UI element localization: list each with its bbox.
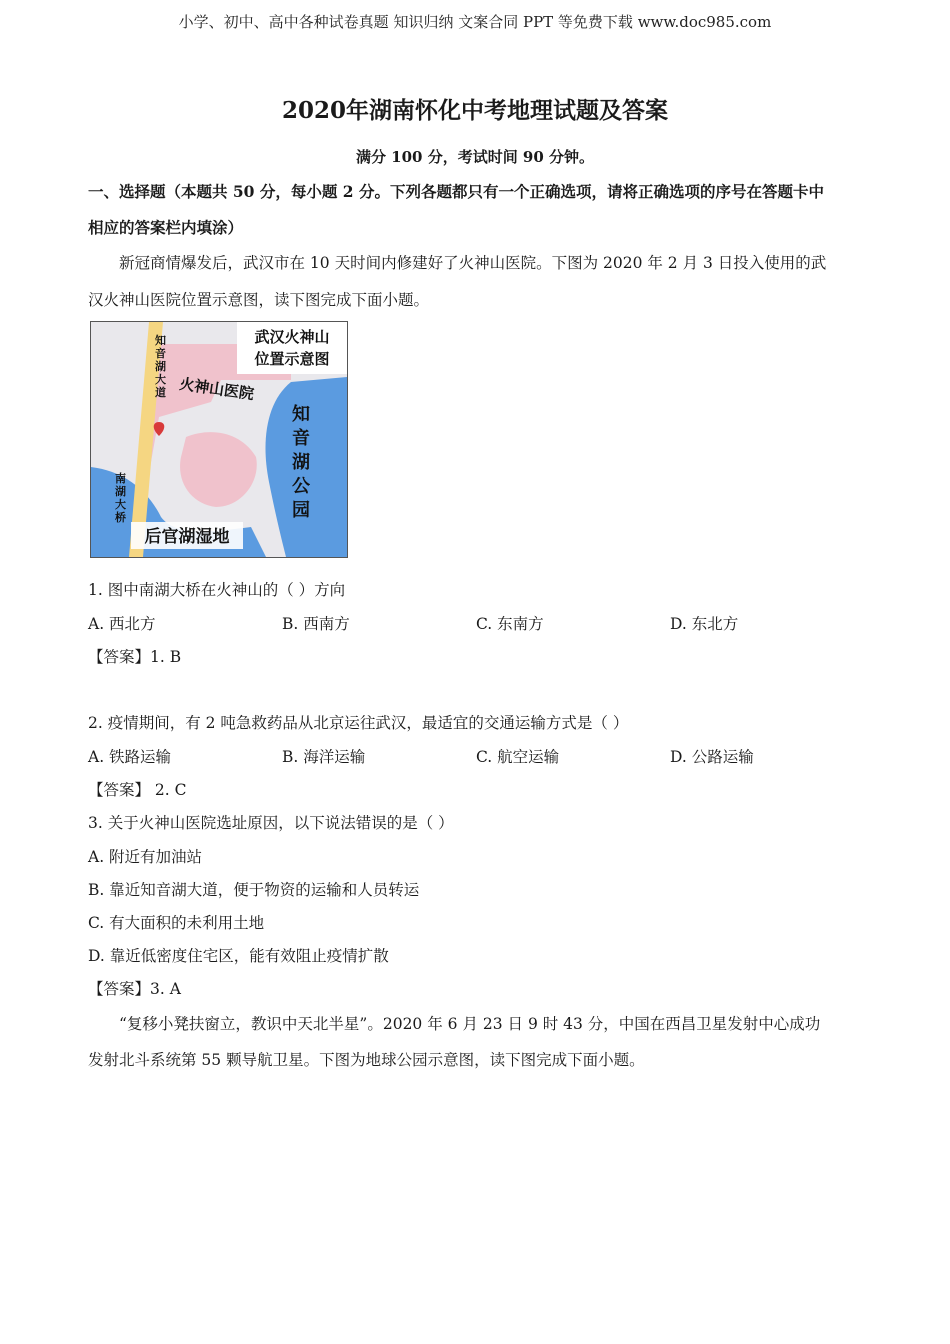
hospital-label: 火神山医院	[178, 374, 256, 404]
road-char-5: 道	[155, 386, 166, 399]
q1-stem: 1. 图中南湖大桥在火神山的（ ）方向	[88, 581, 346, 599]
intro1-line1: 新冠商情爆发后，武汉市在 10 天时间内修建好了火神山医院。下图为 2020 年 2 月 3 日投入使用的武	[119, 254, 827, 272]
page-title: 2020年湖南怀化中考地理试题及答案	[281, 97, 668, 124]
q3-answer: 【答案】3. A	[88, 980, 181, 998]
wetland-label: 后官湖湿地	[144, 527, 230, 547]
road-char-3: 湖	[155, 360, 166, 373]
q1-option-b: B. 西南方	[282, 615, 350, 633]
q3-option-d: D. 靠近低密度住宅区，能有效阻止疫情扩散	[88, 947, 389, 965]
q2-option-d: D. 公路运输	[670, 748, 754, 766]
bridge-char-4: 桥	[115, 511, 126, 524]
q2-answer: 【答案】 2. C	[88, 781, 187, 799]
park-char-2: 音	[292, 428, 310, 449]
intro1-line2: 汉火神山医院位置示意图，读下图完成下面小题。	[88, 291, 430, 309]
park-char-5: 园	[292, 500, 310, 521]
q1-option-d: D. 东北方	[670, 615, 739, 633]
page-header: 小学、初中、高中各种试卷真题 知识归纳 文案合同 PPT 等免费下载 www.doc985.com	[178, 13, 772, 31]
road-char-1: 知	[155, 334, 166, 347]
park-char-1: 知	[292, 404, 310, 425]
q3-stem: 3. 关于火神山医院选址原因，以下说法错误的是（ ）	[88, 814, 454, 832]
bridge-char-2: 湖	[115, 485, 126, 498]
q2-option-a: A. 铁路运输	[88, 748, 172, 766]
q1-option-a: A. 西北方	[88, 615, 156, 633]
map-title-line2: 位置示意图	[254, 350, 330, 368]
hospital-location-map	[90, 321, 348, 558]
q3-option-c: C. 有大面积的未利用土地	[88, 914, 265, 932]
section-heading-line1: 一、选择题（本题共 50 分，每小题 2 分。下列各题都只有一个正确选项，请将正确选项的序号在答题卡中	[88, 182, 824, 201]
road-char-2: 音	[155, 347, 166, 360]
intro2-line2: 发射北斗系统第 55 颗导航卫星。下图为地球公园示意图，读下图完成下面小题。	[88, 1051, 645, 1069]
section-heading-line2: 相应的答案栏内填涂）	[88, 218, 244, 237]
road-char-4: 大	[155, 373, 166, 386]
map-title-line1: 武汉火神山	[254, 328, 330, 346]
intro2-line1: “复移小凳扶窗立，教识中天北半星”。2020 年 6 月 23 日 9 时 43 分，中国在西昌卫星发射中心成功	[119, 1015, 821, 1033]
bridge-char-1: 南	[115, 472, 126, 485]
q3-option-a: A. 附近有加油站	[88, 848, 203, 866]
park-char-4: 公	[292, 476, 310, 497]
q3-option-b: B. 靠近知音湖大道，便于物资的运输和人员转运	[88, 881, 420, 899]
park-char-3: 湖	[292, 452, 310, 473]
q1-option-c: C. 东南方	[476, 615, 544, 633]
exam-info: 满分 100 分，考试时间 90 分钟。	[355, 148, 595, 166]
q2-option-c: C. 航空运输	[476, 748, 560, 766]
q1-answer: 【答案】1. B	[88, 648, 182, 666]
q2-stem: 2. 疫情期间，有 2 吨急救药品从北京运往武汉，最适宜的交通运输方式是（ ）	[88, 714, 629, 732]
q2-option-b: B. 海洋运输	[282, 748, 366, 766]
bridge-char-3: 大	[115, 498, 126, 511]
